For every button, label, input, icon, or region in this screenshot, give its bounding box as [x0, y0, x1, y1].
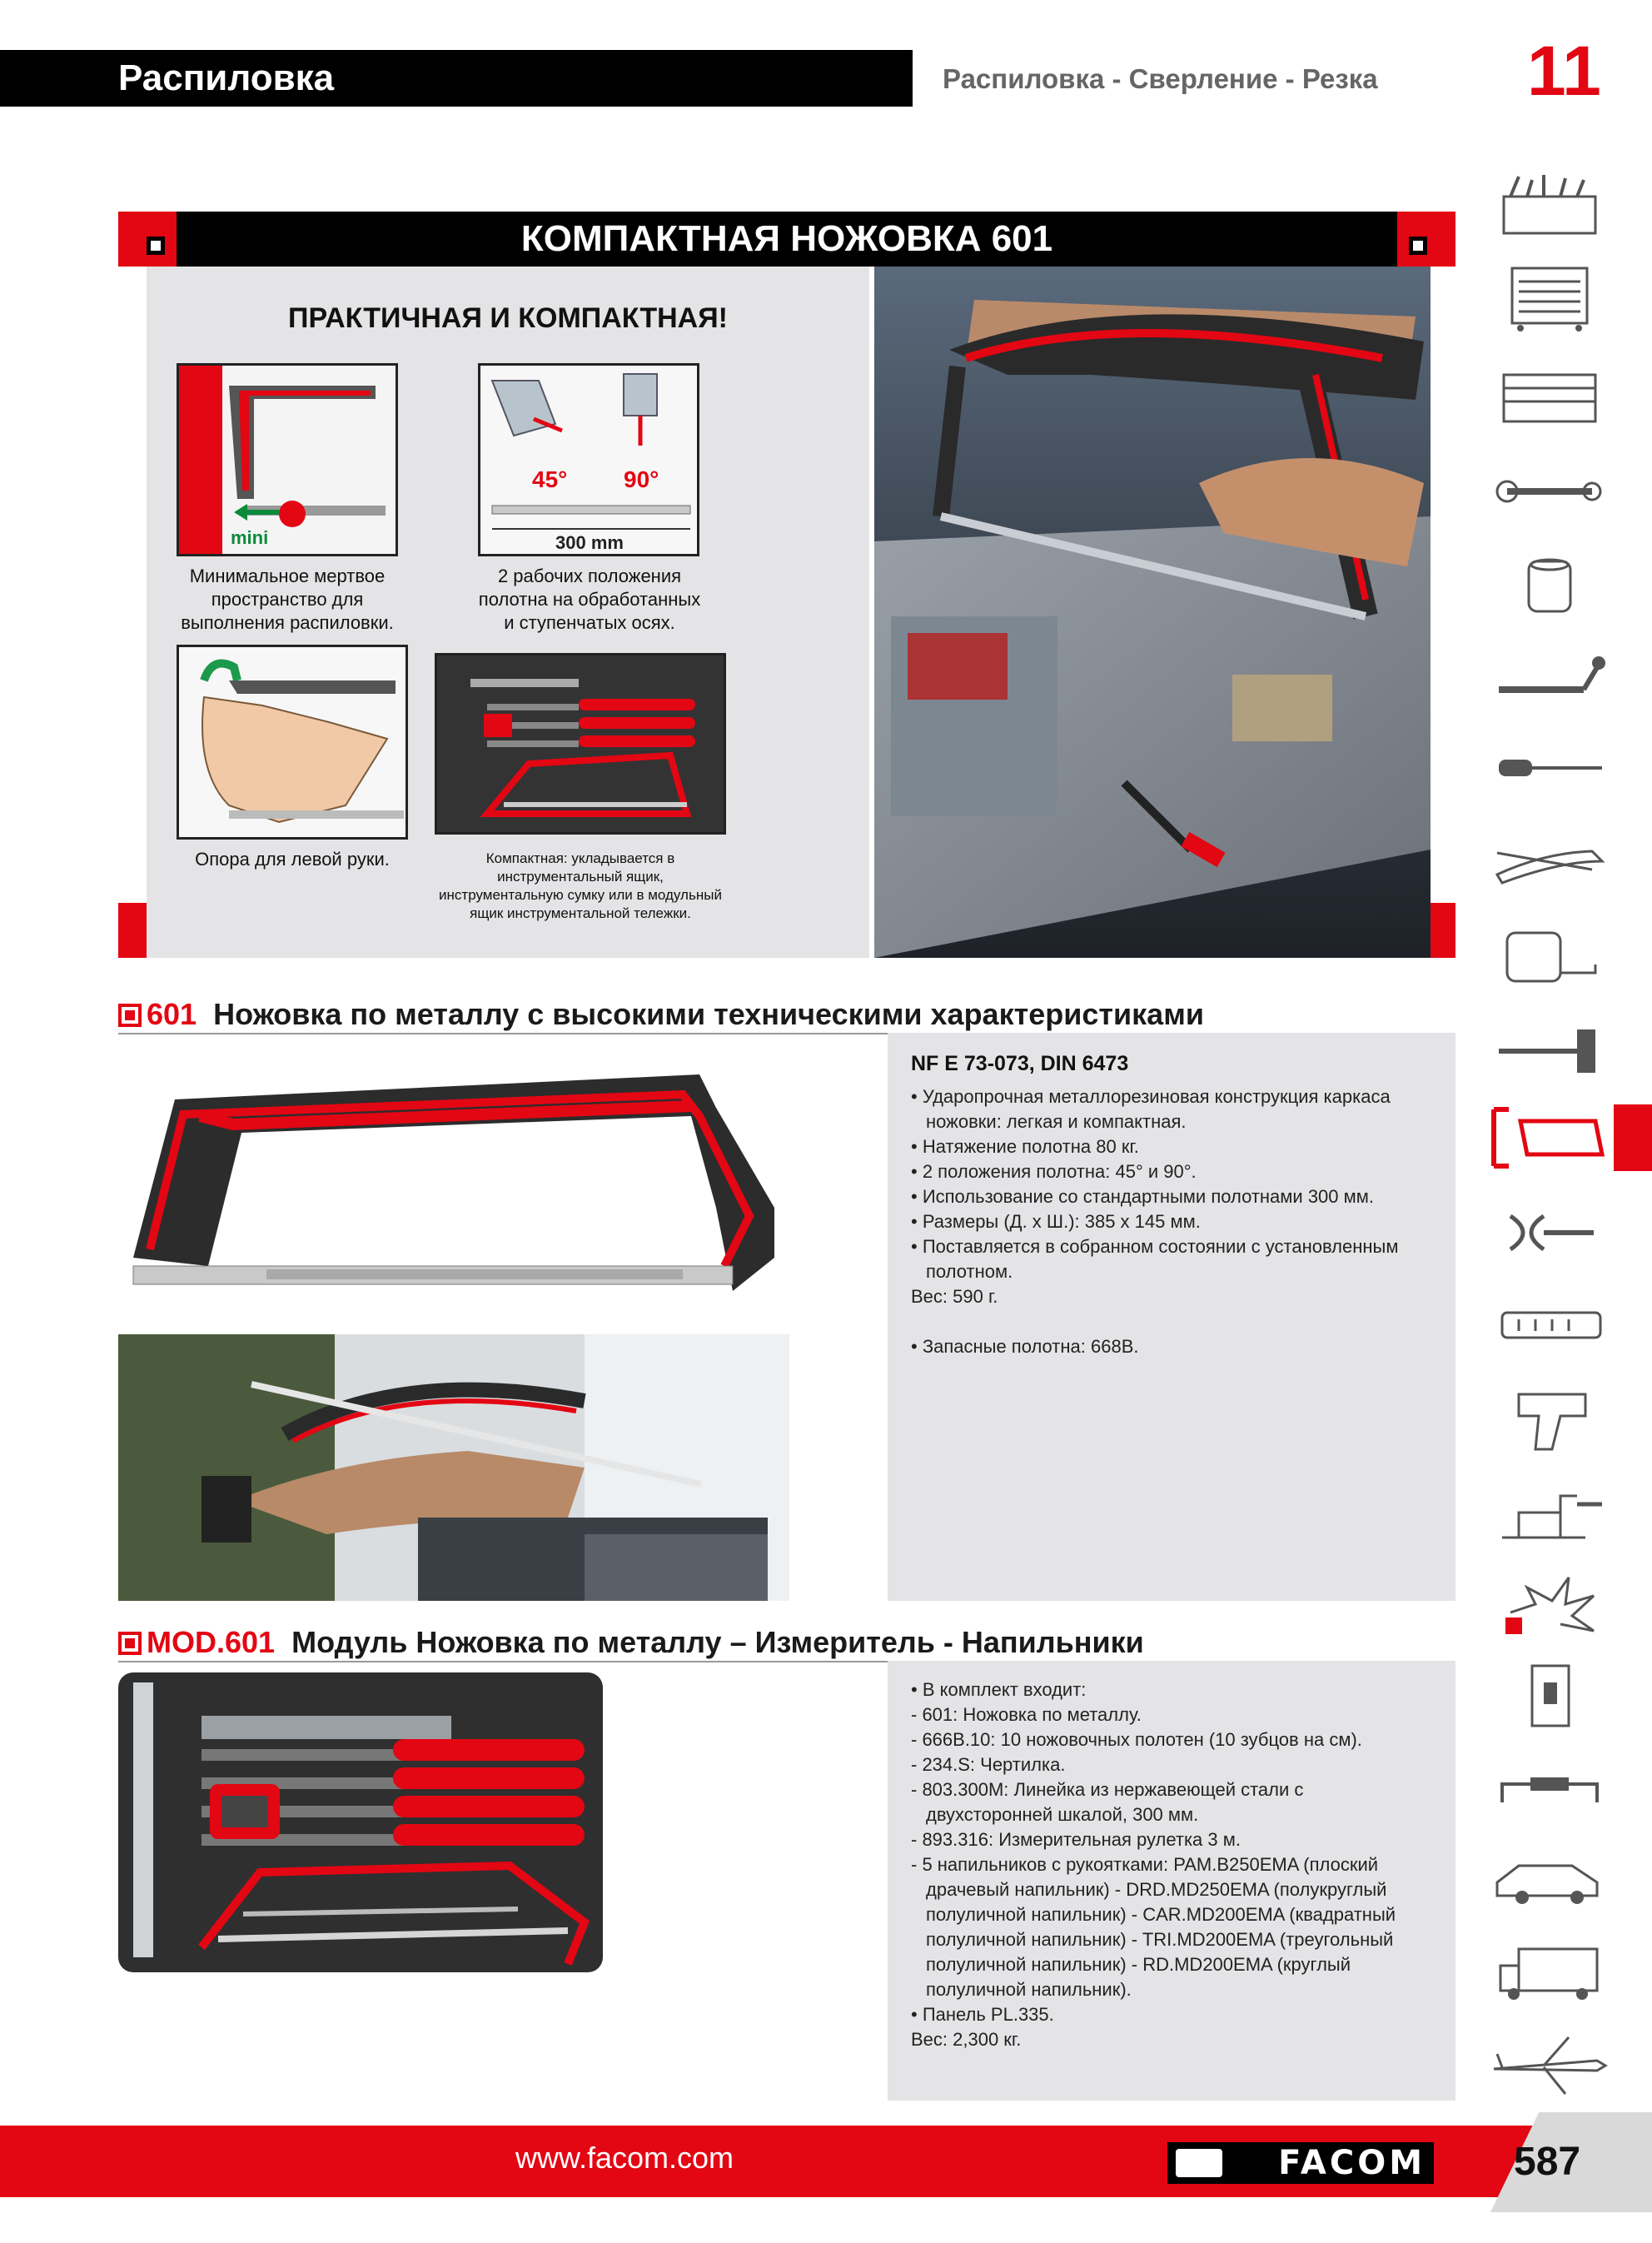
wrench-icon[interactable] — [1485, 458, 1614, 525]
facom-logo-mark-icon — [1176, 2149, 1222, 2177]
illustration-caption: Опора для левой руки. — [195, 849, 390, 870]
spec-item: • Панель PL.335. — [911, 2004, 1054, 2025]
hacksaw-in-use-photo — [874, 267, 1431, 958]
left-hand-support-illustration — [177, 645, 408, 840]
square-bullet-icon — [118, 1004, 142, 1027]
blade-length: 300 mm — [555, 532, 624, 553]
tool-kit-icon[interactable] — [1485, 172, 1614, 238]
socket-icon[interactable] — [1485, 553, 1614, 620]
tool-trolley-icon[interactable] — [1485, 265, 1614, 331]
square-bullet-icon — [118, 1632, 142, 1655]
spec-item: • В комплект входит: — [911, 1679, 1087, 1700]
car-icon[interactable] — [1485, 1849, 1614, 1916]
spec-list — [911, 1084, 1432, 1359]
screwdriver-icon[interactable] — [1485, 735, 1614, 801]
spec-item: • 2 положения полотна: 45° и 90°. — [911, 1161, 1197, 1182]
illustration-caption: Компактная: укладывается в инструментальный ящик, инструментальную сумку или в модульный ящик инструментальной тележки. — [439, 850, 722, 921]
spec-item: • Использование со стандартными полотнами 300 мм. — [911, 1186, 1374, 1207]
spec-item: • Поставляется в собранном состоянии с установленным полотном. — [911, 1236, 1399, 1282]
product-601-spec-panel — [888, 1033, 1455, 1601]
spec-item: • Запасные полотна: 668B. — [911, 1336, 1139, 1357]
illustration-caption: Минимальное мертвое пространство для выполнения распиловки. — [181, 566, 394, 633]
product-code: MOD.601 — [147, 1625, 276, 1659]
hacksaw-product-image — [117, 1041, 783, 1308]
spec-item: - 5 напильников с рукоятками: PAM.B250EMA (плоский драчевый напильник) - DRD.MD250EMA (полукруглый полуличной напильник) - CAR.MD200EMA (квадратный полуличной напильник) - TRI.MD200EMA (треугольный полуличной напильник) - RD.MD200EMA (круглый полуличной напильник). — [911, 1854, 1396, 2000]
spec-item: Вес: 2,300 кг. — [911, 2029, 1022, 2050]
mini-badge: mini — [231, 527, 269, 548]
spec-item: • Натяжение полотна 80 кг. — [911, 1136, 1139, 1157]
spec-item: - 803.300M: Линейка из нержавеющей стали с двухсторонней шкалой, 300 мм. — [911, 1779, 1304, 1825]
standard-label: NF E 73-073, DIN 6473 — [911, 1052, 1129, 1075]
ratchet-icon[interactable] — [1485, 648, 1614, 715]
product-601-title — [118, 996, 1204, 1033]
meter-icon[interactable] — [1485, 1291, 1614, 1358]
electrical-icon[interactable] — [1485, 1662, 1614, 1729]
spec-item: - 234.S: Чертилка. — [911, 1754, 1066, 1775]
saw-dead-space-illustration — [177, 363, 398, 556]
spec-item: • Размеры (Д. х Ш.): 385 х 145 мм. — [911, 1211, 1201, 1232]
tool-box-icon[interactable] — [1485, 363, 1614, 430]
module-tray-photo — [118, 1672, 603, 1972]
product-mod601-spec-panel — [888, 1661, 1455, 2101]
spec-item: Вес: 590 г. — [911, 1286, 998, 1307]
hammer-icon[interactable] — [1485, 1018, 1614, 1084]
spec-item: - 893.316: Измерительная рулетка 3 м. — [911, 1829, 1241, 1850]
footer-url[interactable]: www.facom.com — [515, 2141, 734, 2175]
spec-item: • Ударопрочная металлорезиновая конструкция каркаса ножовки: легкая и компактная. — [911, 1086, 1391, 1132]
vise-icon[interactable] — [1485, 1479, 1614, 1546]
tape-measure-icon[interactable] — [1485, 923, 1614, 989]
product-mod601-title — [118, 1624, 1144, 1661]
product-name: Модуль Ножовка по металлу – Измеритель - Напильники — [291, 1625, 1144, 1659]
angle-45: 45° — [532, 466, 568, 492]
angle-90: 90° — [624, 466, 659, 492]
active-section-tab — [1614, 1104, 1652, 1171]
product-code: 601 — [147, 997, 197, 1031]
spec-item: - 666B.10: 10 ножовочных полотен (10 зубцов на см). — [911, 1729, 1362, 1750]
hacksaw-icon[interactable] — [1485, 1104, 1614, 1171]
puller-icon[interactable] — [1485, 1199, 1614, 1266]
hacksaw-usage-photo — [118, 1334, 789, 1601]
section-subtitle: Распиловка - Сверление - Резка — [943, 63, 1378, 94]
compact-module-photo — [435, 653, 726, 835]
impact-wrench-icon[interactable] — [1485, 1386, 1614, 1453]
safety-icon[interactable] — [1485, 1571, 1614, 1637]
pliers-icon[interactable] — [1485, 828, 1614, 895]
feature-subtitle: ПРАКТИЧНАЯ И КОМПАКТНАЯ! — [288, 302, 728, 334]
feature-box — [118, 212, 1455, 958]
spec-item: - 601: Ножовка по металлу. — [911, 1704, 1142, 1725]
section-title: Распиловка — [118, 57, 335, 98]
facom-logo: FACOM — [1167, 2142, 1434, 2184]
truck-icon[interactable] — [1485, 1941, 1614, 2007]
handle-icon[interactable] — [1485, 1756, 1614, 1822]
blade-positions-illustration — [478, 363, 699, 556]
product-name: Ножовка по металлу с высокими техническими характеристиками — [213, 997, 1204, 1031]
spec-list — [911, 1677, 1432, 2052]
chapter-number: 11 — [1527, 32, 1601, 110]
airplane-icon[interactable] — [1485, 2032, 1614, 2099]
feature-title: КОМПАКТНАЯ НОЖОВКА 601 — [520, 218, 1053, 259]
illustration-caption: 2 рабочих положения полотна на обработанных и ступенчатых осях. — [478, 566, 701, 633]
page-number: 587 — [1514, 2140, 1581, 2184]
